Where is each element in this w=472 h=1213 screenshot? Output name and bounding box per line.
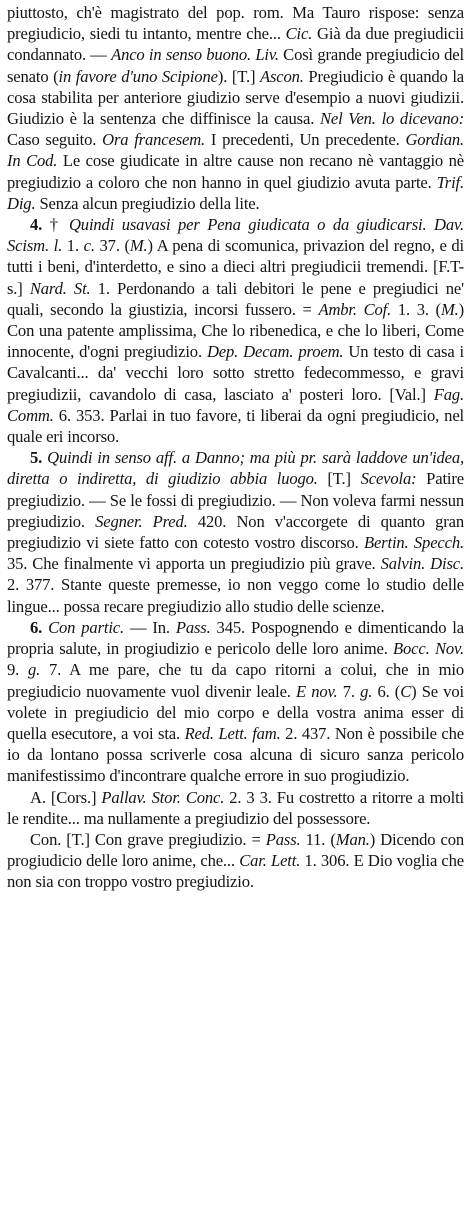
italic-run: Cic. bbox=[285, 24, 313, 44]
sense-number: 4. bbox=[30, 215, 50, 235]
text-run: 11. ( bbox=[300, 829, 336, 849]
text-run: 1. bbox=[62, 236, 84, 256]
italic-run: Pass. bbox=[265, 829, 301, 849]
text-run: 345. Pospognendo e dimenticando la propria salute, in progiudizio e pericolo delle loro anime. bbox=[7, 617, 464, 659]
italic-run: Red. Lett. fam. bbox=[184, 723, 281, 743]
italic-run: Car. Lett. bbox=[239, 851, 301, 871]
text-run: Caso seguito. bbox=[7, 130, 103, 150]
italic-run: Scevola: bbox=[360, 469, 417, 489]
text-run: 7. bbox=[337, 681, 361, 701]
text-run: Senza alcun pregiudizio della lite. bbox=[35, 193, 260, 213]
italic-run: Quindi in senso aff. a Danno; ma più pr. sarà laddove un'idea, diretta o indiretta, di giudizio abbia luogo. bbox=[7, 448, 464, 489]
text-run: 7. A me pare, che tu da capo ritorni a colui, che in mio pregiudicio nuovamente vuol divenir leale. bbox=[7, 660, 464, 701]
text-run: 6. ( bbox=[372, 681, 401, 701]
entry-paragraph-sense-5 bbox=[7, 447, 464, 617]
text-run: Pregiudicio è quando la cosa stabilita per anteriore giudizio serve d'esempio a nuovi giudizii. Giudizio è la sentenza che diffinisce la causa. bbox=[7, 66, 464, 129]
italic-run: Man. bbox=[335, 829, 370, 849]
italic-run: Ora francesem. bbox=[102, 130, 206, 150]
text-run: 420. Non v'accorgete di quanto gran pregiudizio vi siete fatto con cotesto vostro discorso. bbox=[7, 511, 464, 553]
text-run: ). [T.] bbox=[217, 66, 260, 86]
text-run: Le cose giudicate in altre cause non recano nè vantaggio nè pregiudizio a coloro che non hanno in quel giudizio avuta parte. bbox=[7, 151, 464, 192]
italic-run: Quindi usavasi per Pena giudicata o da giudicarsi. Dav. Scism. l. bbox=[7, 215, 464, 256]
italic-run: Anco in senso buono. Liv. bbox=[111, 45, 279, 65]
text-run: Già da due pregiudicii condannato. — bbox=[7, 24, 465, 65]
italic-run: Bocc. Nov. bbox=[393, 639, 465, 659]
text-run: I precedenti, Un precedente. bbox=[205, 130, 406, 150]
italic-run: M. bbox=[440, 299, 459, 319]
entry-paragraph-1 bbox=[7, 2, 464, 214]
italic-run: Nard. St. bbox=[29, 278, 91, 298]
italic-run: Pallav. Stor. Conc. bbox=[101, 787, 225, 807]
text-run: 9. bbox=[7, 660, 28, 680]
text-run: 2. 3 3. Fu costretto a ritorre a molti le rendite... ma nullamente a pregiudizio del possessore. bbox=[7, 787, 464, 828]
text-run: † bbox=[49, 215, 69, 235]
italic-run: Salvin. Disc. bbox=[380, 554, 464, 574]
text-run: 37. ( bbox=[94, 236, 130, 256]
italic-run: Dep. Decam. proem. bbox=[206, 342, 344, 362]
text-run: 1. Perdonando a tali debitori le pene e pregiudici ne' quali, secondo la giustizia, incorsi fussero. = bbox=[7, 278, 464, 319]
text-run: Un testo di casa i Cavalcanti... da' vecchi loro sotto stretto fedecommesso, e gravi pregiudizii, cavandolo di casa, lasciato a' posteri loro. [Val.] bbox=[7, 342, 464, 404]
text-run: Con. [T.] Con grave pregiudizio. = bbox=[30, 829, 266, 849]
sense-number: 5. bbox=[30, 448, 48, 468]
text-run: — In. bbox=[124, 617, 176, 637]
entry-paragraph-con bbox=[7, 829, 464, 893]
text-run: 2. 437. Non è possibile che io da lontano possa scriverle cosa alcuna di sicuro sanza pericolo manifestissimo d'incontrare qualche errore in suo progiudizio. bbox=[7, 723, 464, 786]
entry-paragraph-a-cors bbox=[7, 787, 464, 829]
text-run: A. [Cors.] bbox=[30, 787, 102, 807]
text-run: ) Con una patente amplissima, Che lo ribenedica, e che lo liberi, Come innocente, d'ogni pregiudizio. bbox=[7, 299, 464, 362]
text-run: Patire pregiudizio. — Se le fossi di pregiudizio. — Non voleva farmi nessun pregiudizio. bbox=[7, 469, 464, 531]
sense-number: 6. bbox=[30, 617, 49, 637]
italic-run: E nov. bbox=[296, 681, 338, 701]
italic-run: Con partic. bbox=[48, 617, 125, 637]
italic-run: Gordian. In Cod. bbox=[7, 130, 465, 171]
text-run: ) A pena di scomunica, privazion del regno, e di tutti i beni, d'interdetto, e sino a dieci altri pregiudicii tremendi. [F.T-s.] bbox=[7, 236, 464, 298]
text-run: ) Se voi volete in pregiudicio del mio corpo e della vostra anima esser di quella esecutore, a voi sta. bbox=[7, 681, 464, 743]
italic-run: Bertin. Specch. bbox=[363, 533, 464, 553]
text-run: piuttosto, ch'è magistrato del pop. rom. Ma Tauro rispose: senza pregiudicio, siedi tu intanto, mentre che... bbox=[7, 3, 464, 44]
text-run: 2. 377. Stante queste premesse, io non veggo come lo studio delle lingue... possa recare pregiudizio allo studio delle scienze. bbox=[7, 575, 464, 616]
entry-paragraph-sense-6 bbox=[7, 617, 464, 787]
italic-run: Segner. Pred. bbox=[95, 511, 188, 531]
text-run: 6. 353. Parlai in tuo favore, ti liberai da ogni pregiudicio, nel quale eri incorso. bbox=[7, 405, 464, 447]
entry-paragraph-sense-4 bbox=[7, 214, 464, 447]
italic-run: g. bbox=[28, 660, 41, 680]
italic-run: Ambr. Cof. bbox=[318, 299, 392, 319]
italic-run: c. bbox=[83, 236, 95, 256]
italic-run: Pass. bbox=[175, 617, 211, 637]
italic-run: C bbox=[400, 681, 412, 701]
italic-run: M. bbox=[129, 236, 148, 256]
italic-run: in favore d'uno Scipione bbox=[58, 66, 218, 86]
text-run: ) Dicendo con progiudicio delle loro anime, che... bbox=[7, 829, 464, 871]
text-run: [T.] bbox=[317, 469, 361, 489]
italic-run: Fag. Comm. bbox=[7, 384, 464, 425]
italic-run: Ascon. bbox=[259, 66, 304, 86]
italic-run: Nel Ven. lo dicevano: bbox=[319, 109, 464, 129]
italic-run: g. bbox=[360, 681, 373, 701]
text-run: Così grande pregiudicio del senato ( bbox=[7, 45, 464, 86]
text-run: 1. 3. ( bbox=[391, 299, 441, 319]
text-run: 35. Che finalmente vi apporta un pregiudizio più grave. bbox=[7, 554, 381, 574]
italic-run: Trif. Dig. bbox=[7, 172, 464, 213]
text-run: 1. 306. E Dio voglia che non sia con troppo vostro pregiudizio. bbox=[7, 851, 464, 892]
